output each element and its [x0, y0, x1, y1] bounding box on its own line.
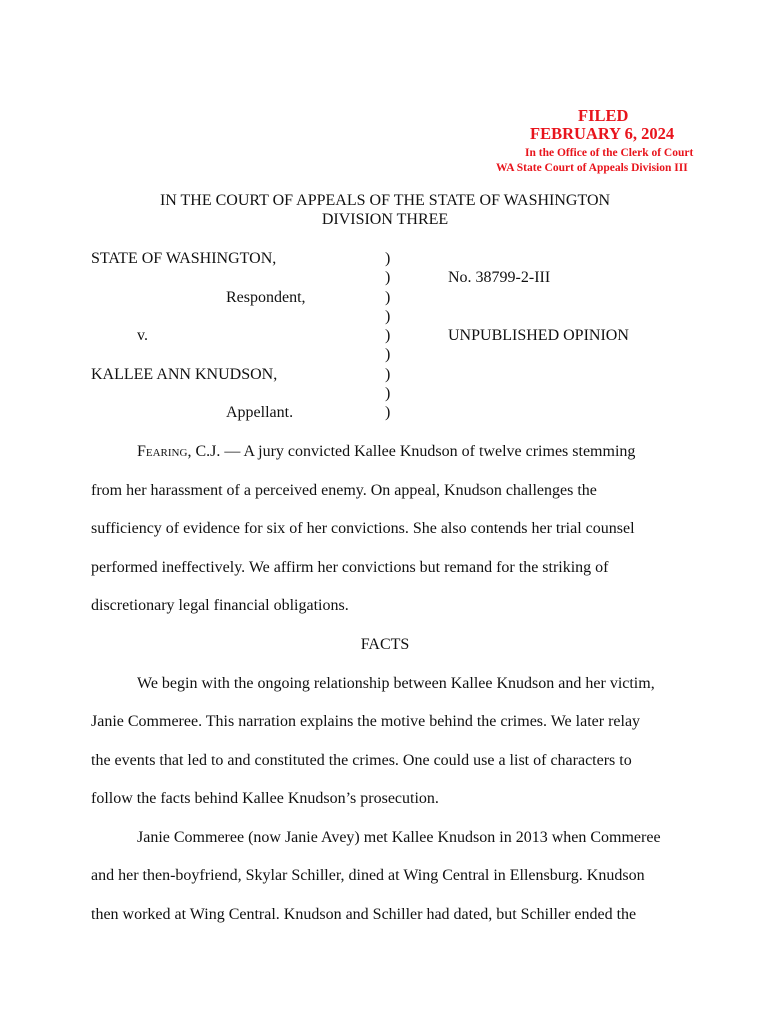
caption-plaintiff-role: Respondent,	[226, 289, 306, 306]
caption-paren: )	[385, 327, 391, 344]
caption-plaintiff: STATE OF WASHINGTON,	[91, 250, 277, 267]
caption-paren: )	[385, 250, 391, 267]
stamp-date: FEBRUARY 6, 2024	[530, 124, 675, 143]
paragraph-line: performed ineffectively. We affirm her convictions but remand for the striking of	[91, 559, 609, 576]
case-number: No. 38799-2-III	[448, 269, 551, 286]
caption-defendant: KALLEE ANN KNUDSON,	[91, 366, 278, 383]
caption-paren: )	[385, 366, 391, 383]
opinion-type: UNPUBLISHED OPINION	[448, 327, 629, 344]
paragraph-line: We begin with the ongoing relationship between Kallee Knudson and her victim,	[137, 675, 655, 692]
paragraph-line	[137, 443, 635, 461]
stamp-office: In the Office of the Clerk of Court	[525, 147, 694, 159]
caption-paren: )	[385, 308, 391, 325]
judge-title: , C.J.	[187, 443, 221, 460]
filing-stamp	[0, 0, 770, 180]
paragraph-line: and her then-boyfriend, Skylar Schiller, dined at Wing Central in Ellensburg. Knudson	[91, 867, 645, 884]
section-heading-facts: FACTS	[360, 636, 410, 653]
paragraph-line-text: — A jury convicted Kallee Knudson of twelve crimes stemming	[220, 443, 636, 460]
paragraph-line: discretionary legal financial obligations.	[91, 597, 349, 614]
court-division: DIVISION THREE	[321, 211, 449, 228]
caption-defendant-role: Appellant.	[226, 404, 294, 421]
caption-paren: )	[385, 346, 391, 363]
caption-versus: v.	[137, 327, 148, 344]
paragraph-line: Janie Commeree (now Janie Avey) met Kallee Knudson in 2013 when Commeree	[137, 829, 661, 846]
paragraph-line: follow the facts behind Kallee Knudson’s prosecution.	[91, 790, 439, 807]
court-title: IN THE COURT OF APPEALS OF THE STATE OF WASHINGTON	[159, 192, 611, 209]
caption-paren: )	[385, 385, 391, 402]
caption-paren: )	[385, 269, 391, 286]
paragraph-line: Janie Commeree. This narration explains the motive behind the crimes. We later relay	[91, 713, 641, 730]
stamp-division: WA State Court of Appeals Division III	[496, 162, 688, 174]
paragraph-line: the events that led to and constituted the crimes. One could use a list of characters to	[91, 752, 632, 769]
caption-paren: )	[385, 404, 391, 421]
caption-paren: )	[385, 289, 391, 306]
paragraph-line: then worked at Wing Central. Knudson and Schiller had dated, but Schiller ended the	[91, 906, 637, 923]
stamp-filed: FILED	[578, 106, 629, 125]
paragraph-line: sufficiency of evidence for six of her convictions. She also contends her trial counsel	[91, 520, 635, 537]
judge-name: Fearing	[137, 443, 188, 460]
paragraph-line: from her harassment of a perceived enemy. On appeal, Knudson challenges the	[91, 482, 597, 499]
